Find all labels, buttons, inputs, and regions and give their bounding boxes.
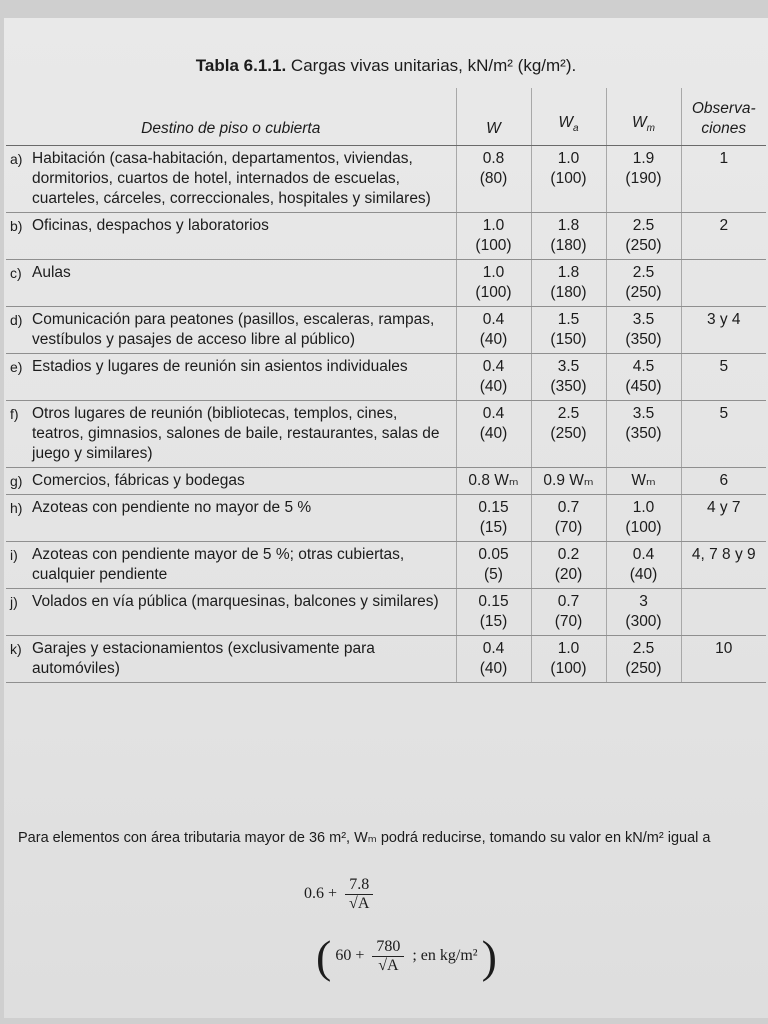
wm-kn-value: 3 bbox=[639, 593, 648, 610]
w-kn-value: 1.0 bbox=[482, 217, 505, 234]
w-kg-value: (40) bbox=[479, 331, 508, 348]
w-kn-value: 0.05 bbox=[478, 546, 509, 563]
row-description: Aulas bbox=[32, 264, 71, 281]
wm-cell bbox=[606, 354, 681, 401]
wa-kn-value: 0.7 bbox=[557, 499, 580, 516]
header-wa-base: W bbox=[558, 113, 574, 131]
wm-cell bbox=[606, 542, 681, 589]
w-kn-value: 0.4 bbox=[482, 358, 505, 375]
wa-kn-value: 3.5 bbox=[557, 358, 580, 375]
w-kn-value: 0.4 bbox=[482, 311, 505, 328]
w-kn-value: 0.8 bbox=[482, 150, 505, 167]
wa-kg-value: (70) bbox=[554, 613, 583, 630]
table-row bbox=[6, 495, 766, 542]
w-cell bbox=[456, 468, 531, 495]
row-letter: k) bbox=[10, 641, 22, 657]
footnote: Para elementos con área tributaria mayor de 36 m², Wₘ podrá reducirse, tomando su valor en kN/m² igual a bbox=[18, 830, 711, 846]
formula1-denominator: √A bbox=[349, 895, 370, 912]
wm-kn-value: 2.5 bbox=[632, 640, 655, 657]
formula2-open-paren: ( bbox=[316, 931, 332, 982]
wm-kn-value: 3.5 bbox=[632, 311, 655, 328]
w-kg-value: (100) bbox=[475, 237, 512, 254]
table-row bbox=[6, 636, 766, 683]
wm-kn-value: 4.5 bbox=[632, 358, 655, 375]
formula1-numerator: 7.8 bbox=[345, 876, 373, 895]
row-letter: i) bbox=[10, 547, 18, 563]
table-row bbox=[6, 542, 766, 589]
w-kn-value: 0.8 Wₘ bbox=[468, 472, 519, 489]
wm-kn-value: 2.5 bbox=[632, 264, 655, 281]
row-description: Comunicación para peatones (pasillos, escaleras, rampas, vestíbulos y pasajes de acceso libre al público) bbox=[32, 311, 435, 348]
w-kg-value: (100) bbox=[475, 284, 512, 301]
destino-cell bbox=[6, 542, 456, 589]
wa-cell bbox=[531, 354, 606, 401]
w-kg-value: (40) bbox=[479, 660, 508, 677]
w-kg-value: (15) bbox=[479, 519, 508, 536]
destino-cell bbox=[6, 354, 456, 401]
table-title bbox=[4, 56, 768, 76]
w-kg-value: (5) bbox=[484, 566, 503, 583]
table-row bbox=[6, 307, 766, 354]
row-description: Otros lugares de reunión (bibliotecas, templos, cines, teatros, gimnasios, salones de baile, restaurantes, salas de juego y similares) bbox=[32, 405, 440, 462]
observaciones-cell: 10 bbox=[681, 636, 766, 683]
wa-kn-value: 1.5 bbox=[557, 311, 580, 328]
wm-cell bbox=[606, 260, 681, 307]
header-observaciones: Observa- ciones bbox=[681, 88, 766, 146]
row-description: Oficinas, despachos y laboratorios bbox=[32, 217, 269, 234]
wm-kn-value: Wₘ bbox=[631, 472, 656, 489]
row-description: Volados en vía pública (marquesinas, balcones y similares) bbox=[32, 593, 439, 610]
header-wm bbox=[606, 88, 681, 146]
wm-kg-value: (250) bbox=[625, 660, 662, 677]
row-letter: a) bbox=[10, 151, 23, 167]
observaciones-cell: 5 bbox=[681, 401, 766, 468]
wa-kn-value: 0.2 bbox=[557, 546, 580, 563]
wm-cell bbox=[606, 307, 681, 354]
destino-cell bbox=[6, 589, 456, 636]
wm-kn-value: 1.9 bbox=[632, 150, 655, 167]
w-cell bbox=[456, 589, 531, 636]
header-wa-sub: a bbox=[573, 123, 579, 134]
wa-kg-value: (150) bbox=[550, 331, 587, 348]
destino-cell bbox=[6, 260, 456, 307]
w-kn-value: 0.4 bbox=[482, 640, 505, 657]
wa-kn-value: 2.5 bbox=[557, 405, 580, 422]
wa-kn-value: 1.8 bbox=[557, 217, 580, 234]
wm-cell bbox=[606, 146, 681, 213]
observaciones-cell: 1 bbox=[681, 146, 766, 213]
row-description: Comercios, fábricas y bodegas bbox=[32, 472, 245, 489]
wm-cell bbox=[606, 468, 681, 495]
table-body bbox=[6, 146, 766, 683]
w-cell bbox=[456, 354, 531, 401]
destino-cell bbox=[6, 213, 456, 260]
header-w: W bbox=[456, 88, 531, 146]
row-letter: d) bbox=[10, 312, 23, 328]
table-row bbox=[6, 146, 766, 213]
row-description: Habitación (casa-habitación, departamentos, viviendas, dormitorios, cuartos de hotel, internados de escuelas, cuarteles, cárceles, correccionales, hospitales y similares) bbox=[32, 150, 431, 207]
w-kg-value: (40) bbox=[479, 378, 508, 395]
destino-cell bbox=[6, 146, 456, 213]
row-letter: b) bbox=[10, 218, 23, 234]
header-wa bbox=[531, 88, 606, 146]
row-description: Azoteas con pendiente no mayor de 5 % bbox=[32, 499, 312, 516]
w-cell bbox=[456, 146, 531, 213]
formula2-close-paren: ) bbox=[481, 931, 497, 982]
wa-kg-value: (180) bbox=[550, 237, 587, 254]
formula2-fraction bbox=[372, 938, 404, 975]
row-letter: f) bbox=[10, 406, 19, 422]
wm-kg-value: (300) bbox=[625, 613, 662, 630]
destino-cell bbox=[6, 636, 456, 683]
w-kn-value: 0.15 bbox=[478, 499, 509, 516]
wm-cell bbox=[606, 495, 681, 542]
wm-kn-value: 3.5 bbox=[632, 405, 655, 422]
wm-kg-value: (190) bbox=[625, 170, 662, 187]
observaciones-cell: 5 bbox=[681, 354, 766, 401]
wa-cell bbox=[531, 260, 606, 307]
w-cell bbox=[456, 401, 531, 468]
observaciones-cell: 6 bbox=[681, 468, 766, 495]
wm-kn-value: 0.4 bbox=[632, 546, 655, 563]
document-page bbox=[4, 18, 768, 1018]
wa-cell bbox=[531, 542, 606, 589]
wm-kg-value: (100) bbox=[625, 519, 662, 536]
row-letter: g) bbox=[10, 473, 23, 489]
wm-cell bbox=[606, 213, 681, 260]
w-cell bbox=[456, 636, 531, 683]
destino-cell bbox=[6, 401, 456, 468]
wm-cell bbox=[606, 636, 681, 683]
wm-kg-value: (40) bbox=[629, 566, 658, 583]
w-kg-value: (40) bbox=[479, 425, 508, 442]
w-kg-value: (15) bbox=[479, 613, 508, 630]
destino-cell bbox=[6, 307, 456, 354]
observaciones-cell: 2 bbox=[681, 213, 766, 260]
w-kn-value: 1.0 bbox=[482, 264, 505, 281]
wa-cell bbox=[531, 307, 606, 354]
wa-kn-value: 1.0 bbox=[557, 150, 580, 167]
wa-kg-value: (70) bbox=[554, 519, 583, 536]
wa-kn-value: 0.9 Wₘ bbox=[543, 472, 594, 489]
wm-kg-value: (250) bbox=[625, 284, 662, 301]
observaciones-cell bbox=[681, 260, 766, 307]
formula2-numerator: 780 bbox=[372, 938, 404, 957]
reduction-formula-kn bbox=[304, 876, 377, 913]
row-description: Azoteas con pendiente mayor de 5 %; otras cubiertas, cualquier pendiente bbox=[32, 546, 405, 583]
w-cell bbox=[456, 495, 531, 542]
wa-kg-value: (100) bbox=[550, 170, 587, 187]
header-destino: Destino de piso o cubierta bbox=[6, 88, 456, 146]
wm-cell bbox=[606, 589, 681, 636]
wm-kg-value: (450) bbox=[625, 378, 662, 395]
row-letter: e) bbox=[10, 359, 23, 375]
wa-cell bbox=[531, 401, 606, 468]
wa-kg-value: (350) bbox=[550, 378, 587, 395]
w-kg-value: (80) bbox=[479, 170, 508, 187]
destino-cell bbox=[6, 495, 456, 542]
table-row bbox=[6, 589, 766, 636]
table-row bbox=[6, 401, 766, 468]
table-row bbox=[6, 260, 766, 307]
wm-kn-value: 2.5 bbox=[632, 217, 655, 234]
wa-cell bbox=[531, 636, 606, 683]
wm-kg-value: (350) bbox=[625, 425, 662, 442]
reduction-formula-kg bbox=[316, 930, 497, 983]
formula2-tail: ; en kg/m² bbox=[412, 947, 478, 965]
wa-kn-value: 1.0 bbox=[557, 640, 580, 657]
table-header-row bbox=[6, 88, 766, 146]
w-kn-value: 0.4 bbox=[482, 405, 505, 422]
header-wm-sub: m bbox=[646, 123, 655, 134]
live-loads-table bbox=[6, 88, 766, 683]
table-title-number: Tabla 6.1.1. bbox=[195, 56, 287, 75]
row-description: Garajes y estacionamientos (exclusivamente para automóviles) bbox=[32, 640, 375, 677]
wa-cell bbox=[531, 146, 606, 213]
w-cell bbox=[456, 307, 531, 354]
wa-kn-value: 1.8 bbox=[557, 264, 580, 281]
wa-kg-value: (100) bbox=[550, 660, 587, 677]
formula2-denominator: √A bbox=[378, 957, 399, 974]
formula1-lead: 0.6 + bbox=[304, 885, 338, 903]
row-description: Estadios y lugares de reunión sin asientos individuales bbox=[32, 358, 408, 375]
destino-cell bbox=[6, 468, 456, 495]
wa-kg-value: (250) bbox=[550, 425, 587, 442]
header-wm-base: W bbox=[632, 113, 647, 131]
observaciones-cell: 3 y 4 bbox=[681, 307, 766, 354]
table-title-text: Cargas vivas unitarias, kN/m² (kg/m²). bbox=[286, 56, 577, 75]
wa-cell bbox=[531, 589, 606, 636]
row-letter: h) bbox=[10, 500, 23, 516]
wm-kg-value: (350) bbox=[625, 331, 662, 348]
w-cell bbox=[456, 213, 531, 260]
observaciones-cell: 4, 7 8 y 9 bbox=[681, 542, 766, 589]
w-kn-value: 0.15 bbox=[478, 593, 509, 610]
wa-kn-value: 0.7 bbox=[557, 593, 580, 610]
w-cell bbox=[456, 260, 531, 307]
wa-kg-value: (20) bbox=[554, 566, 583, 583]
row-letter: c) bbox=[10, 265, 22, 281]
wm-kn-value: 1.0 bbox=[632, 499, 655, 516]
row-letter: j) bbox=[10, 594, 18, 610]
wm-cell bbox=[606, 401, 681, 468]
observaciones-cell: 4 y 7 bbox=[681, 495, 766, 542]
wm-kg-value: (250) bbox=[625, 237, 662, 254]
wa-cell bbox=[531, 468, 606, 495]
table-row bbox=[6, 468, 766, 495]
observaciones-cell bbox=[681, 589, 766, 636]
w-cell bbox=[456, 542, 531, 589]
wa-kg-value: (180) bbox=[550, 284, 587, 301]
table-row bbox=[6, 354, 766, 401]
wa-cell bbox=[531, 213, 606, 260]
formula1-fraction bbox=[345, 876, 373, 913]
wa-cell bbox=[531, 495, 606, 542]
table-row bbox=[6, 213, 766, 260]
formula2-lead: 60 + bbox=[335, 947, 365, 965]
